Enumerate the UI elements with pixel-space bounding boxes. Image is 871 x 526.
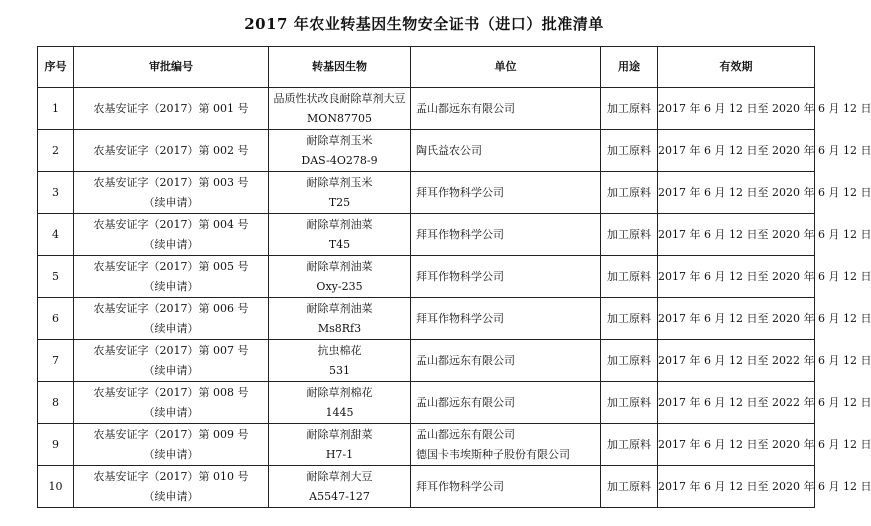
gmo-event: Ms8Rf3 [317, 321, 362, 335]
gmo-event: H7-1 [325, 447, 354, 461]
cell-code [74, 88, 269, 130]
cell-gmo [269, 130, 411, 172]
header-use: 用途 [601, 47, 658, 88]
cell-period: 2017 年 6 月 12 日至 2020 年 6 月 12 日 [658, 424, 815, 466]
cell-gmo [269, 214, 411, 256]
header-code: 审批编号 [74, 47, 269, 88]
cell-unit [411, 130, 601, 172]
unit-name: 拜耳作物科学公司 [416, 227, 504, 241]
gmo-name: 耐除草剂甜菜 [306, 427, 373, 441]
cell-gmo [269, 382, 411, 424]
cell-use: 加工原料 [601, 466, 658, 508]
unit-name: 拜耳作物科学公司 [416, 185, 504, 199]
approval-code: 农基安证字（2017）第 002 号 [93, 143, 249, 157]
cell-no: 7 [38, 340, 74, 382]
cell-code [74, 130, 269, 172]
cell-code [74, 424, 269, 466]
approval-note: （续申请） [143, 195, 199, 209]
gmo-name: 耐除草剂玉米 [306, 133, 373, 147]
approval-code: 农基安证字（2017）第 009 号 [93, 427, 249, 441]
approval-note: （续申请） [143, 405, 199, 419]
cell-use: 加工原料 [601, 256, 658, 298]
cell-period: 2017 年 6 月 12 日至 2020 年 6 月 12 日 [658, 466, 815, 508]
cell-no: 5 [38, 256, 74, 298]
gmo-name: 品质性状改良耐除草剂大豆 [273, 91, 406, 105]
gmo-event: 531 [329, 363, 350, 377]
cell-period: 2017 年 6 月 12 日至 2022 年 6 月 12 日 [658, 340, 815, 382]
cell-use: 加工原料 [601, 340, 658, 382]
table-row [38, 214, 815, 256]
cell-use: 加工原料 [601, 298, 658, 340]
cell-period: 2017 年 6 月 12 日至 2022 年 6 月 12 日 [658, 382, 815, 424]
cell-gmo [269, 340, 411, 382]
cell-code [74, 214, 269, 256]
approval-code: 农基安证字（2017）第 008 号 [93, 385, 249, 399]
header-period: 有效期 [658, 47, 815, 88]
unit-name: 孟山都远东有限公司 [416, 395, 515, 409]
cell-no: 8 [38, 382, 74, 424]
approval-code: 农基安证字（2017）第 007 号 [93, 343, 249, 357]
cell-unit [411, 256, 601, 298]
cell-use: 加工原料 [601, 172, 658, 214]
table-body [38, 88, 871, 508]
unit-name: 拜耳作物科学公司 [416, 269, 504, 283]
cell-unit [411, 340, 601, 382]
cell-code [74, 466, 269, 508]
table-header-row [38, 47, 815, 88]
cell-period: 2017 年 6 月 12 日至 2020 年 6 月 12 日 [658, 298, 815, 340]
approval-note: （续申请） [143, 363, 199, 377]
cell-unit [411, 424, 601, 466]
cell-no: 2 [38, 130, 74, 172]
cell-period: 2017 年 6 月 12 日至 2020 年 6 月 12 日 [658, 130, 815, 172]
gmo-name: 耐除草剂油菜 [306, 259, 373, 273]
gmo-event: T25 [328, 195, 351, 209]
unit-name: 拜耳作物科学公司 [416, 479, 504, 493]
approval-note: （续申请） [143, 279, 199, 293]
cell-use: 加工原料 [601, 214, 658, 256]
gmo-event: 1445 [325, 405, 354, 419]
cell-unit [411, 466, 601, 508]
gmo-event: Oxy-235 [316, 279, 363, 293]
cell-no: 9 [38, 424, 74, 466]
cell-gmo [269, 466, 411, 508]
table-row [38, 382, 815, 424]
unit-name: 孟山都远东有限公司 [416, 101, 515, 115]
gmo-event: A5547-127 [309, 489, 370, 503]
approval-code: 农基安证字（2017）第 003 号 [93, 175, 249, 189]
cell-use: 加工原料 [601, 88, 658, 130]
gmo-name: 耐除草剂油菜 [306, 217, 373, 231]
gmo-name: 耐除草剂大豆 [306, 469, 373, 483]
gmo-name: 抗虫棉花 [317, 343, 362, 357]
cell-no: 1 [38, 88, 74, 130]
approval-note: （续申请） [143, 237, 199, 251]
approval-table [37, 46, 871, 508]
table-row [38, 340, 815, 382]
gmo-event: DAS-4O278-9 [301, 153, 378, 167]
cell-period: 2017 年 6 月 12 日至 2020 年 6 月 12 日 [658, 172, 815, 214]
approval-code: 农基安证字（2017）第 006 号 [93, 301, 249, 315]
cell-period: 2017 年 6 月 12 日至 2020 年 6 月 12 日 [658, 256, 815, 298]
unit-name-2: 德国卡韦埃斯种子股份有限公司 [416, 447, 570, 461]
cell-use: 加工原料 [601, 130, 658, 172]
unit-name: 孟山都远东有限公司 [416, 353, 515, 367]
approval-note: （续申请） [143, 321, 199, 335]
cell-code [74, 172, 269, 214]
cell-unit [411, 172, 601, 214]
cell-period: 2017 年 6 月 12 日至 2020 年 6 月 12 日 [658, 88, 815, 130]
approval-note: （续申请） [143, 447, 199, 461]
header-no: 序号 [38, 47, 74, 88]
page-title: 2017 年农业转基因生物安全证书（进口）批准清单 [244, 15, 604, 33]
cell-unit [411, 214, 601, 256]
gmo-event: T45 [328, 237, 351, 251]
table-row [38, 256, 815, 298]
cell-gmo [269, 424, 411, 466]
cell-gmo [269, 88, 411, 130]
table-row [38, 130, 815, 172]
cell-code [74, 298, 269, 340]
header-gmo: 转基因生物 [269, 47, 411, 88]
cell-no: 10 [38, 466, 74, 508]
cell-no: 6 [38, 298, 74, 340]
cell-unit [411, 88, 601, 130]
unit-name: 拜耳作物科学公司 [416, 311, 504, 325]
cell-gmo [269, 256, 411, 298]
cell-gmo [269, 298, 411, 340]
cell-no: 3 [38, 172, 74, 214]
gmo-name: 耐除草剂玉米 [306, 175, 373, 189]
table-row [38, 424, 815, 466]
approval-code: 农基安证字（2017）第 001 号 [93, 101, 249, 115]
approval-code: 农基安证字（2017）第 010 号 [93, 469, 249, 483]
table-row [38, 298, 815, 340]
cell-unit [411, 382, 601, 424]
cell-code [74, 256, 269, 298]
cell-code [74, 340, 269, 382]
cell-period: 2017 年 6 月 12 日至 2020 年 6 月 12 日 [658, 214, 815, 256]
approval-note: （续申请） [143, 489, 199, 503]
unit-name: 孟山都远东有限公司 [416, 427, 515, 441]
cell-use: 加工原料 [601, 424, 658, 466]
table-row [38, 172, 815, 214]
gmo-name: 耐除草剂棉花 [306, 385, 373, 399]
cell-gmo [269, 172, 411, 214]
header-unit: 单位 [411, 47, 601, 88]
table-row [38, 88, 815, 130]
unit-name: 陶氏益农公司 [416, 143, 482, 157]
approval-code: 农基安证字（2017）第 004 号 [93, 217, 249, 231]
cell-unit [411, 298, 601, 340]
cell-use: 加工原料 [601, 382, 658, 424]
cell-no: 4 [38, 214, 74, 256]
table-row [38, 466, 815, 508]
approval-code: 农基安证字（2017）第 005 号 [93, 259, 249, 273]
cell-code [74, 382, 269, 424]
gmo-name: 耐除草剂油菜 [306, 301, 373, 315]
gmo-event: MON87705 [307, 111, 372, 125]
